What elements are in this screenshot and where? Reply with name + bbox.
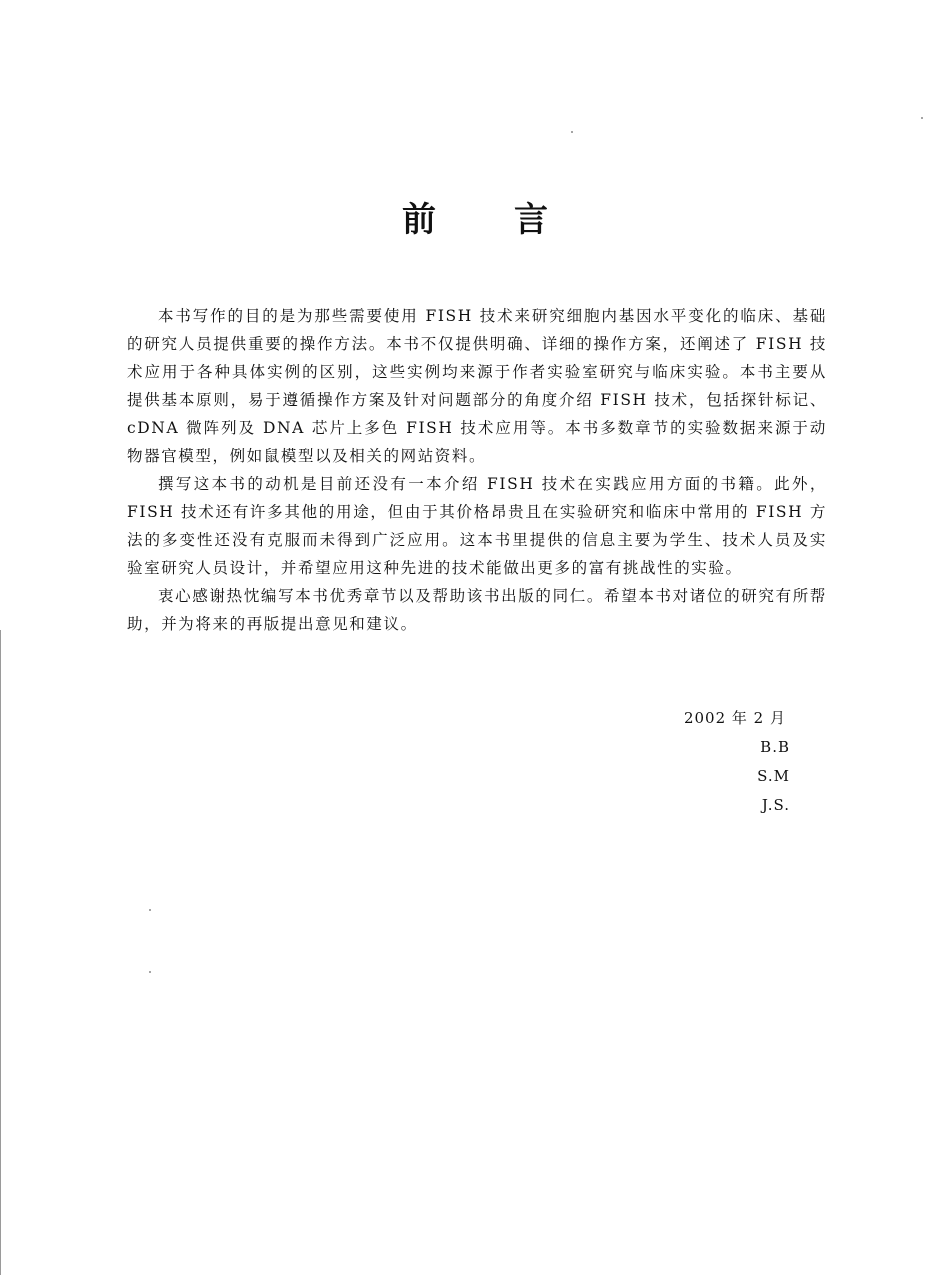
- page-title: [0, 192, 950, 241]
- signature-date: 2002 年 2 月: [683, 709, 786, 727]
- paragraph-3: 衷心感谢热忱编写本书优秀章节以及帮助该书出版的同仁。希望本书对诸位的研究有所帮助，并为将来的再版提出意见和建议。: [127, 587, 827, 633]
- scan-speck: [149, 971, 151, 973]
- scan-speck: [571, 131, 573, 133]
- scan-speck: [921, 117, 923, 119]
- preface-body: [127, 302, 827, 638]
- paragraph-1: 本书写作的目的是为那些需要使用 FISH 技术来研究细胞内基因水平变化的临床、基础的研究人员提供重要的操作方法。本书不仅提供明确、详细的操作方案，还阐述了 FISH 技术应用于各种具体实例的区别，这些实例均来源于作者实验室研究与临床实验。本书主要从提供基本原则，易于遵循操作方案及针对问题部分的角度介绍 FISH 技术，包括探针标记、cDNA 微阵列及 DNA 芯片上多色 FISH 技术应用等。本书多数章节的实验数据来源于动物器官模型，例如鼠模型以及相关的网站资料。: [127, 307, 827, 465]
- title-char-2: 言: [514, 200, 548, 240]
- scan-edge-line: [0, 630, 1, 1275]
- signature-author-2: S.M: [757, 767, 790, 785]
- scan-speck: [149, 909, 151, 911]
- signature-author-3: J.S.: [761, 796, 790, 814]
- paragraph-2: 撰写这本书的动机是目前还没有一本介绍 FISH 技术在实践应用方面的书籍。此外，FISH 技术还有许多其他的用途，但由于其价格昂贵且在实验研究和临床中常用的 FISH 方法的多变性还没有克服而未得到广泛应用。这本书里提供的信息主要为学生、技术人员及实验室研究人员设计，并希望应用这种先进的技术能做出更多的富有挑战性的实验。: [127, 475, 827, 577]
- signature-block: [600, 704, 790, 820]
- title-char-1: 前: [402, 200, 436, 240]
- signature-author-1: B.B: [760, 738, 790, 756]
